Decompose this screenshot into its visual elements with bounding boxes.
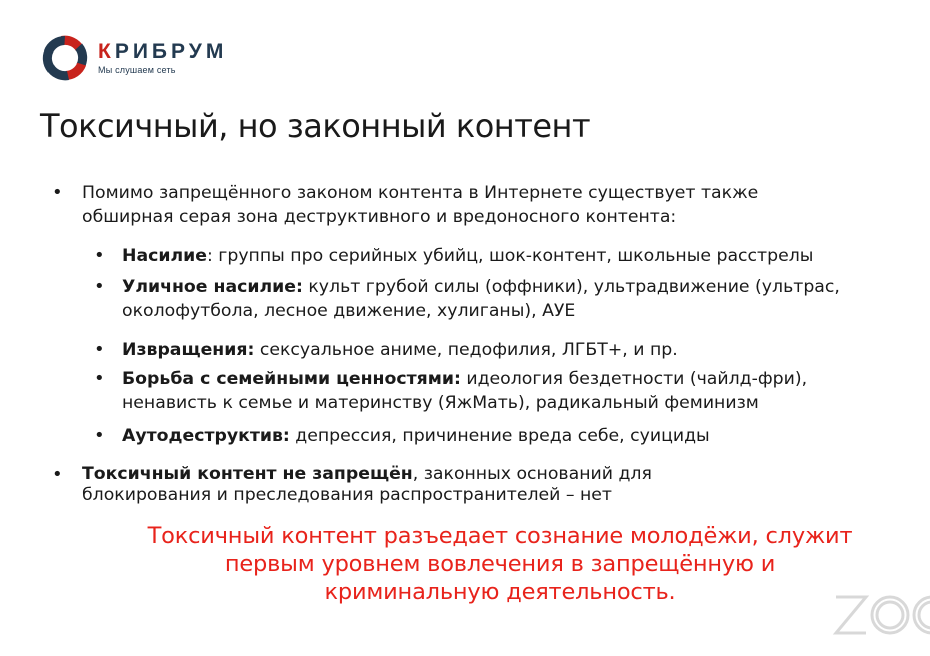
conclusion-text: , законных оснований для: [412, 464, 652, 484]
red-note-line-1: Токсичный контент разъедает сознание молодёжи, служит: [147, 523, 853, 549]
list-item-perversions: [94, 338, 678, 362]
logo: [40, 33, 227, 83]
slide-title: Токсичный, но законный контент: [40, 107, 591, 145]
brand-name: [98, 41, 227, 62]
item-label: Борьба с семейными ценностями:: [122, 369, 461, 389]
red-note-line-2: первым уровнем вовлечения в запрещённую и: [224, 551, 776, 577]
brand-accent: К: [98, 40, 115, 63]
zoom-watermark-icon: [828, 585, 930, 645]
item-label: Извращения:: [122, 340, 255, 360]
intro-line-1: Помимо запрещённого законом контента в Интернете существует также: [82, 183, 759, 203]
list-item-violence: [94, 244, 814, 268]
red-note-line-3: криминальную деятельность.: [324, 579, 676, 605]
list-item-street-violence: [94, 275, 840, 323]
item-text: : группы про серийных убийц, шок-контент, школьные расстрелы: [206, 246, 814, 266]
bullet-dot: •: [52, 464, 63, 485]
item-text-2: ненависть к семье и материнству (ЯжМать), радикальный феминизм: [122, 393, 759, 413]
item-label: Аутодеструктив:: [122, 426, 290, 446]
brand-tagline: Мы слушаем сеть: [98, 65, 176, 75]
list-item-family-values: [94, 367, 808, 415]
kribrum-logo-icon: [40, 33, 90, 83]
conclusion-text-2: блокирования и преследования распространителей – нет: [82, 485, 612, 505]
item-label: Уличное насилие:: [122, 277, 303, 297]
item-text-2: околофутбола, лесное движение, хулиганы), АУЕ: [122, 301, 576, 321]
brand-rest: РИБРУМ: [114, 40, 228, 63]
item-text: идеология бездетности (чайлд-фри),: [460, 369, 808, 389]
bullet-dot: •: [94, 368, 105, 389]
conclusion-bullet: [52, 464, 652, 506]
bullet-dot: •: [94, 276, 105, 297]
bullet-dot: •: [94, 425, 105, 446]
conclusion-label: Токсичный контент не запрещён: [82, 464, 413, 484]
bullet-dot: •: [94, 339, 105, 360]
bullet-dot: •: [52, 182, 63, 203]
intro-line-2: обширная серая зона деструктивного и вредоносного контента:: [82, 207, 677, 227]
bullet-dot: •: [94, 245, 105, 266]
intro-bullet: [52, 181, 759, 229]
item-text: депрессия, причинение вреда себе, суициды: [289, 426, 710, 446]
red-highlight-note: [60, 522, 930, 606]
item-label: Насилие: [122, 246, 207, 266]
list-item-autodestructive: [94, 424, 710, 448]
logo-text: [98, 41, 227, 75]
item-text: культ грубой силы (оффники), ультрадвижение (ультрас,: [302, 277, 840, 297]
item-text: сексуальное аниме, педофилия, ЛГБТ+, и пр.: [254, 340, 678, 360]
